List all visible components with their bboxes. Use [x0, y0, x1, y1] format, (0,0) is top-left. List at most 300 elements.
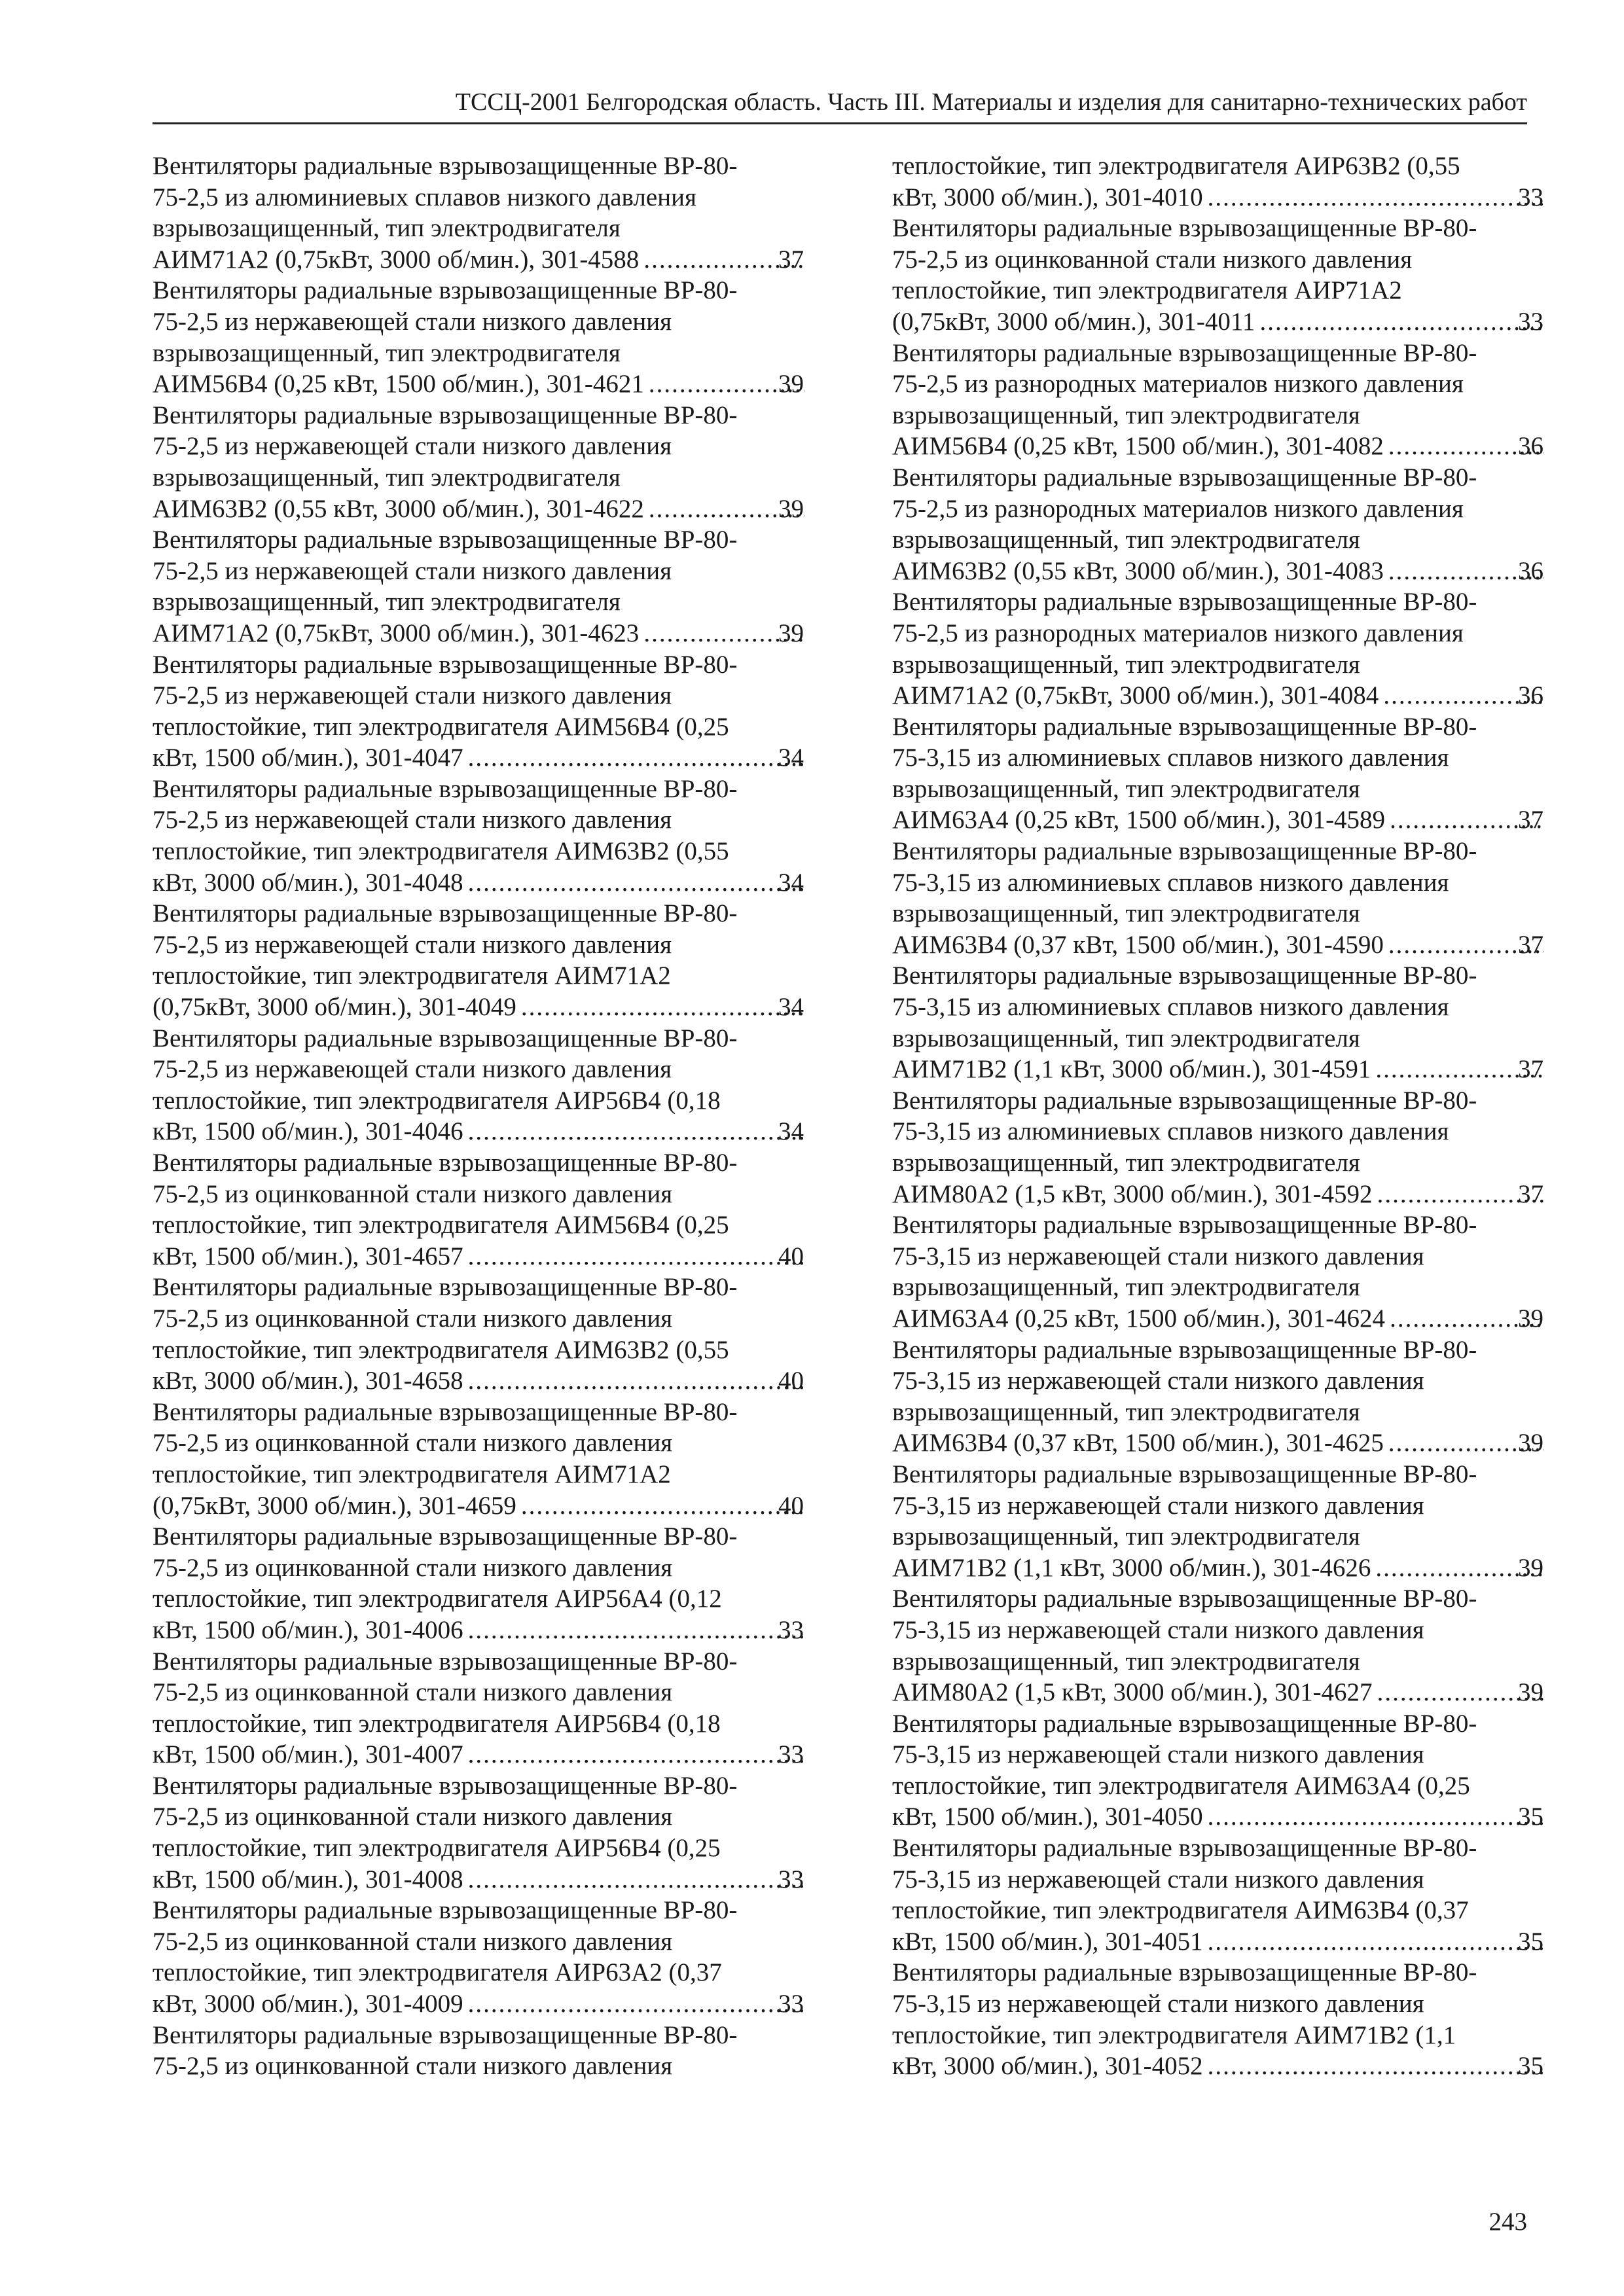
entry-line	[153, 462, 807, 493]
entry-line	[153, 804, 807, 836]
entry-text: кВт, 3000 об/мин.), 301-4010	[892, 183, 1203, 211]
dot-leader	[466, 1116, 804, 1147]
entry-line	[153, 275, 807, 306]
index-entry	[153, 774, 807, 898]
entry-text: АИМ56В4 (0,25 кВт, 1500 об/мин.), 301-4621	[153, 370, 644, 399]
entry-line	[153, 1833, 807, 1864]
entry-line	[892, 1521, 1547, 1552]
entry-text: Вентиляторы радиальные взрывозащищенные ВР-80-	[892, 338, 1477, 367]
entry-text: теплостойкие, тип электродвигателя АИР63В2 (0,55	[892, 152, 1460, 180]
entry-text: взрывозащищенный, тип электродвигателя	[892, 1522, 1360, 1551]
index-entry	[153, 2020, 807, 2082]
entry-text: 75-2,5 из оцинкованной стали низкого давления	[153, 1304, 673, 1333]
entry-last-line: (0,75кВт, 3000 об/мин.), 301-4011 ..... 33	[921, 306, 1547, 338]
entry-line	[892, 960, 1547, 992]
entry-text: теплостойкие, тип электродвигателя АИР56В4 (0,18	[153, 1709, 721, 1738]
dot-leader	[466, 1365, 804, 1397]
entry-line	[153, 1646, 807, 1677]
entry-text: 75-2,5 из алюминиевых сплавов низкого давления	[153, 183, 696, 211]
entry-text: Вентиляторы радиальные взрывозащищенные ВР-80-	[153, 526, 738, 554]
entry-line	[153, 1521, 807, 1552]
entry-text: теплостойкие, тип электродвигателя АИР56А4 (0,12	[153, 1585, 722, 1613]
entry-line	[153, 1957, 807, 1988]
entry-line	[892, 213, 1547, 244]
entry-text: 75-3,15 из нержавеющей стали низкого давления	[892, 1865, 1424, 1893]
index-entry	[892, 151, 1547, 213]
entry-line	[892, 992, 1547, 1023]
entry-text: взрывозащищенный, тип электродвигателя	[892, 1024, 1360, 1052]
entry-text: АИМ80А2 (1,5 кВт, 3000 об/мин.), 301-4627	[892, 1678, 1373, 1707]
entry-text: взрывозащищенный, тип электродвигателя	[892, 774, 1360, 803]
entry-text: кВт, 1500 об/мин.), 301-4050	[892, 1803, 1203, 1831]
entry-text: Вентиляторы радиальные взрывозащищенные ВР-80-	[892, 837, 1477, 866]
entry-line	[153, 1801, 807, 1833]
dot-leader	[466, 867, 804, 899]
entry-text: 75-2,5 из нержавеющей стали низкого давления	[153, 681, 672, 710]
entry-text: Вентиляторы радиальные взрывозащищенные ВР-80-	[153, 774, 738, 803]
entry-last-line: АИМ80А2 (1,5 кВт, 3000 об/мин.), 301-4592 ..... 37	[921, 1179, 1547, 1210]
entry-text: Вентиляторы радиальные взрывозащищенные ВР-80-	[892, 1086, 1477, 1115]
entry-line	[153, 1926, 807, 1958]
entry-text: Вентиляторы радиальные взрывозащищенные ВР-80-	[892, 1958, 1477, 1987]
index-entry	[892, 1210, 1547, 1334]
entry-line	[153, 1708, 807, 1740]
entry-text: взрывозащищенный, тип электродвигателя	[892, 526, 1360, 554]
index-entry	[892, 1833, 1547, 1957]
entry-text: теплостойкие, тип электродвигателя АИР71А2	[892, 276, 1402, 305]
index-entry	[153, 1895, 807, 2019]
entry-text: теплостойкие, тип электродвигателя АИМ71А2	[153, 1460, 671, 1488]
entry-last-line: АИМ71В2 (1,1 кВт, 3000 об/мин.), 301-4626 ..... 39	[921, 1552, 1547, 1584]
entry-text: теплостойкие, тип электродвигателя АИМ71А2	[153, 961, 671, 990]
entry-line	[153, 680, 807, 711]
entry-text: Вентиляторы радиальные взрывозащищенные ВР-80-	[153, 1273, 738, 1302]
entry-text: Вентиляторы радиальные взрывозащищенные ВР-80-	[892, 1335, 1477, 1364]
entry-last-line: АИМ56В4 (0,25 кВт, 1500 об/мин.), 301-4621 ..... 39	[181, 368, 807, 400]
dot-leader	[1206, 1801, 1544, 1833]
entry-text: 75-2,5 из оцинкованной стали низкого давления	[892, 245, 1413, 274]
index-column-left	[153, 151, 807, 2082]
entry-text: Вентиляторы радиальные взрывозащищенные ВР-80-	[153, 899, 738, 928]
entry-line	[892, 1739, 1547, 1770]
entry-text: 75-2,5 из оцинкованной стали низкого давления	[153, 1179, 673, 1208]
entry-last-line: кВт, 1500 об/мин.), 301-4046 ..... 34	[181, 1116, 807, 1147]
entry-line	[153, 2020, 807, 2051]
entry-line	[153, 1895, 807, 1926]
entry-line	[892, 2020, 1547, 2051]
dot-leader	[519, 1490, 804, 1522]
entry-line	[892, 275, 1547, 306]
entry-line	[153, 1335, 807, 1366]
entry-last-line: кВт, 3000 об/мин.), 301-4010 ..... 33	[921, 182, 1547, 213]
index-entry	[892, 960, 1547, 1085]
entry-line	[892, 1770, 1547, 1802]
entry-line	[892, 1210, 1547, 1241]
entry-text: взрывозащищенный, тип электродвигателя	[153, 338, 621, 367]
entry-text: Вентиляторы радиальные взрывозащищенные ВР-80-	[153, 1647, 738, 1676]
entry-line	[892, 1895, 1547, 1926]
entry-last-line: АИМ71А2 (0,75кВт, 3000 об/мин.), 301-4588 ..... 37	[181, 244, 807, 276]
entry-line	[153, 400, 807, 431]
entry-line	[892, 244, 1547, 276]
dot-leader	[1257, 306, 1544, 338]
entry-text: Вентиляторы радиальные взрывозащищенные ВР-80-	[153, 1149, 738, 1177]
entry-text: 75-2,5 из разнородных материалов низкого давления	[892, 494, 1464, 523]
entry-text: Вентиляторы радиальные взрывозащищенные ВР-80-	[153, 401, 738, 429]
index-entry	[892, 1459, 1547, 1583]
entry-line	[153, 1583, 807, 1615]
entry-text: взрывозащищенный, тип электродвигателя	[892, 1149, 1360, 1177]
entry-line	[153, 1147, 807, 1179]
entry-text: теплостойкие, тип электродвигателя АИР56В4 (0,25	[153, 1834, 721, 1863]
entry-text: (0,75кВт, 3000 об/мин.), 301-4011	[892, 307, 1255, 336]
entry-text: 75-3,15 из алюминиевых сплавов низкого давления	[892, 744, 1449, 772]
entry-text: АИМ63А4 (0,25 кВт, 1500 об/мин.), 301-4589	[892, 806, 1386, 834]
entry-text: взрывозащищенный, тип электродвигателя	[892, 1273, 1360, 1302]
entry-line	[153, 1427, 807, 1459]
entry-text: (0,75кВт, 3000 об/мин.), 301-4659	[153, 1491, 516, 1520]
entry-text: кВт, 1500 об/мин.), 301-4047	[153, 744, 463, 772]
entry-line	[153, 306, 807, 338]
entry-text: 75-2,5 из оцинкованной стали низкого давления	[153, 1553, 673, 1582]
entry-text: теплостойкие, тип электродвигателя АИР63А2 (0,37	[153, 1958, 722, 1987]
page-number: 243	[1489, 2208, 1527, 2236]
entry-text: 75-3,15 из нержавеющей стали низкого давления	[892, 1740, 1424, 1769]
entry-text: АИМ71А2 (0,75кВт, 3000 об/мин.), 301-4084	[892, 681, 1379, 710]
entry-text: 75-2,5 из нержавеющей стали низкого давления	[153, 1055, 672, 1084]
entry-text: Вентиляторы радиальные взрывозащищенные ВР-80-	[153, 276, 738, 305]
entry-text: 75-3,15 из нержавеющей стали низкого давления	[892, 1990, 1424, 2018]
entry-line	[892, 1397, 1547, 1428]
entry-text: взрывозащищенный, тип электродвигателя	[892, 899, 1360, 928]
entry-text: теплостойкие, тип электродвигателя АИМ56В4 (0,25	[153, 1211, 729, 1240]
entry-line	[892, 368, 1547, 400]
entry-line	[892, 1023, 1547, 1054]
index-entry	[892, 462, 1547, 586]
entry-last-line: (0,75кВт, 3000 об/мин.), 301-4659 ..... 40	[181, 1490, 807, 1522]
entry-last-line: (0,75кВт, 3000 об/мин.), 301-4049 ..... 34	[181, 992, 807, 1023]
entry-line	[892, 1459, 1547, 1490]
entry-last-line: кВт, 1500 об/мин.), 301-4008 ..... 33	[181, 1864, 807, 1895]
entry-last-line: кВт, 3000 об/мин.), 301-4658 ..... 40	[181, 1365, 807, 1397]
entry-text: взрывозащищенный, тип электродвигателя	[153, 588, 621, 617]
entry-text: 75-2,5 из нержавеющей стали низкого давления	[153, 307, 672, 336]
entry-line	[153, 929, 807, 961]
entry-text: кВт, 1500 об/мин.), 301-4006	[153, 1615, 463, 1644]
entry-line	[153, 213, 807, 244]
entry-last-line: кВт, 1500 об/мин.), 301-4047 ..... 34	[181, 742, 807, 774]
entry-text: Вентиляторы радиальные взрывозащищенные ВР-80-	[892, 712, 1477, 741]
entry-text: 75-2,5 из оцинкованной стали низкого давления	[153, 1429, 673, 1458]
entry-line	[892, 1116, 1547, 1147]
entry-last-line: кВт, 1500 об/мин.), 301-4051 ..... 35	[921, 1926, 1547, 1958]
entry-text: Вентиляторы радиальные взрывозащищенные ВР-80-	[892, 1460, 1477, 1488]
entry-text: Вентиляторы радиальные взрывозащищенные ВР-80-	[153, 1896, 738, 1925]
entry-text: АИМ63В2 (0,55 кВт, 3000 об/мин.), 301-4622	[153, 494, 644, 523]
index-entry	[153, 151, 807, 275]
entry-text: 75-2,5 из нержавеющей стали низкого давления	[153, 556, 672, 585]
entry-text: АИМ63А4 (0,25 кВт, 1500 об/мин.), 301-4624	[892, 1304, 1386, 1333]
entry-text: кВт, 1500 об/мин.), 301-4007	[153, 1740, 463, 1769]
entry-last-line: АИМ63А4 (0,25 кВт, 1500 об/мин.), 301-4624 ..... 39	[921, 1303, 1547, 1335]
entry-line	[153, 1023, 807, 1054]
entry-text: 75-2,5 из нержавеющей стали низкого давления	[153, 930, 672, 959]
entry-text: кВт, 3000 об/мин.), 301-4658	[153, 1367, 463, 1395]
dot-leader	[466, 1864, 804, 1895]
index-entry	[892, 1583, 1547, 1708]
entry-line	[153, 774, 807, 805]
entry-text: АИМ71В2 (1,1 кВт, 3000 об/мин.), 301-4591	[892, 1055, 1371, 1084]
index-entry	[153, 400, 807, 524]
entry-last-line: кВт, 1500 об/мин.), 301-4007 ..... 33	[181, 1739, 807, 1770]
entry-text: 75-2,5 из оцинкованной стали низкого давления	[153, 1678, 673, 1707]
dot-leader	[1206, 2051, 1544, 2082]
entry-text: кВт, 1500 об/мин.), 301-4657	[153, 1242, 463, 1270]
entry-line	[892, 711, 1547, 743]
entry-text: 75-2,5 из нержавеющей стали низкого давления	[153, 806, 672, 834]
entry-text: кВт, 3000 об/мин.), 301-4048	[153, 868, 463, 897]
entry-line	[153, 586, 807, 618]
entry-text: 75-2,5 из оцинкованной стали низкого давления	[153, 1803, 673, 1831]
entry-last-line: АИМ63В4 (0,37 кВт, 1500 об/мин.), 301-4590 ..... 37	[921, 929, 1547, 961]
entry-line	[153, 338, 807, 369]
entry-text: (0,75кВт, 3000 об/мин.), 301-4049	[153, 993, 516, 1022]
entry-text: Вентиляторы радиальные взрывозащищенные ВР-80-	[892, 1585, 1477, 1613]
entry-line	[892, 586, 1547, 618]
entry-text: взрывозащищенный, тип электродвигателя	[153, 463, 621, 492]
entry-text: теплостойкие, тип электродвигателя АИМ71В2 (1,1	[892, 2020, 1456, 2049]
entry-line	[892, 1583, 1547, 1615]
entry-line	[892, 1615, 1547, 1646]
index-entry	[892, 1708, 1547, 1833]
entry-text: теплостойкие, тип электродвигателя АИМ63В2 (0,55	[153, 1335, 729, 1364]
entry-line	[892, 1085, 1547, 1117]
entry-line	[153, 431, 807, 462]
entry-text: Вентиляторы радиальные взрывозащищенные ВР-80-	[153, 650, 738, 679]
entry-last-line: АИМ63В2 (0,55 кВт, 3000 об/мин.), 301-4083 ..... 36	[921, 556, 1547, 587]
entry-text: Вентиляторы радиальные взрывозащищенные ВР-80-	[153, 1397, 738, 1426]
entry-line	[153, 1770, 807, 1802]
entry-line	[892, 1646, 1547, 1677]
entry-line	[892, 1957, 1547, 1988]
index-entry	[892, 836, 1547, 960]
entry-text: 75-3,15 из нержавеющей стали низкого давления	[892, 1491, 1424, 1520]
entry-text: теплостойкие, тип электродвигателя АИМ63А4 (0,25	[892, 1771, 1470, 1800]
entry-text: АИМ63В4 (0,37 кВт, 1500 об/мин.), 301-4590	[892, 930, 1384, 959]
entry-text: взрывозащищенный, тип электродвигателя	[892, 1647, 1360, 1676]
entry-line	[892, 1490, 1547, 1522]
index-entry	[892, 586, 1547, 711]
entry-line	[153, 2051, 807, 2082]
dot-leader	[519, 992, 804, 1023]
entry-last-line: АИМ71А2 (0,75кВт, 3000 об/мин.), 301-4623 ..... 39	[181, 618, 807, 649]
entry-line	[153, 711, 807, 743]
entry-text: Вентиляторы радиальные взрывозащищенные ВР-80-	[153, 152, 738, 180]
entry-text: 75-3,15 из алюминиевых сплавов низкого давления	[892, 868, 1449, 897]
index-entry	[153, 649, 807, 774]
entry-text: взрывозащищенный, тип электродвигателя	[892, 650, 1360, 679]
entry-line	[892, 1833, 1547, 1864]
entry-text: Вентиляторы радиальные взрывозащищенные ВР-80-	[892, 588, 1477, 617]
entry-text: теплостойкие, тип электродвигателя АИР56В4 (0,18	[153, 1086, 721, 1115]
entry-text: 75-3,15 из нержавеющей стали низкого давления	[892, 1367, 1424, 1395]
entry-line	[892, 1272, 1547, 1303]
entry-text: взрывозащищенный, тип электродвигателя	[892, 401, 1360, 429]
entry-line	[892, 1864, 1547, 1895]
dot-leader	[466, 1241, 804, 1272]
index-entry	[892, 1085, 1547, 1210]
entry-text: кВт, 3000 об/мин.), 301-4052	[892, 2052, 1203, 2081]
entry-line	[892, 898, 1547, 929]
entry-text: Вентиляторы радиальные взрывозащищенные ВР-80-	[153, 1024, 738, 1052]
entry-last-line: кВт, 3000 об/мин.), 301-4048 ..... 34	[181, 867, 807, 899]
entry-text: 75-2,5 из нержавеющей стали низкого давления	[153, 432, 672, 461]
entry-line	[892, 462, 1547, 493]
entry-last-line: АИМ71В2 (1,1 кВт, 3000 об/мин.), 301-4591 ..... 37	[921, 1054, 1547, 1085]
entry-text: АИМ63В2 (0,55 кВт, 3000 об/мин.), 301-4083	[892, 556, 1384, 585]
entry-last-line: кВт, 1500 об/мин.), 301-4657 ..... 40	[181, 1241, 807, 1272]
entry-line	[153, 1397, 807, 1428]
entry-text: теплостойкие, тип электродвигателя АИМ56В4 (0,25	[153, 712, 729, 741]
index-entry	[153, 1147, 807, 1272]
entry-text: кВт, 1500 об/мин.), 301-4046	[153, 1117, 463, 1146]
entry-line	[892, 1988, 1547, 2020]
index-entry	[153, 524, 807, 649]
running-header	[153, 84, 1527, 124]
entry-line	[153, 836, 807, 867]
entry-line	[153, 556, 807, 587]
entry-last-line: кВт, 3000 об/мин.), 301-4052 ..... 35	[921, 2051, 1547, 2082]
dot-leader	[466, 1988, 804, 2020]
index-entry	[153, 1770, 807, 1895]
entry-line	[892, 400, 1547, 431]
index-entry	[892, 711, 1547, 836]
entry-line	[892, 618, 1547, 649]
entry-text: теплостойкие, тип электродвигателя АИМ63В4 (0,37	[892, 1896, 1469, 1925]
entry-text: Вентиляторы радиальные взрывозащищенные ВР-80-	[892, 1211, 1477, 1240]
entry-line	[892, 338, 1547, 369]
entry-line	[153, 1272, 807, 1303]
entry-line	[892, 1335, 1547, 1366]
entry-line	[892, 1365, 1547, 1397]
entry-text: взрывозащищенный, тип электродвигателя	[892, 1397, 1360, 1426]
entry-line	[153, 960, 807, 992]
index-entry	[153, 1023, 807, 1147]
entry-text: АИМ71В2 (1,1 кВт, 3000 об/мин.), 301-4626	[892, 1553, 1371, 1582]
index-entry	[892, 338, 1547, 462]
entry-text: взрывозащищенный, тип электродвигателя	[153, 214, 621, 243]
entry-last-line: кВт, 1500 об/мин.), 301-4050 ..... 35	[921, 1801, 1547, 1833]
entry-line	[892, 493, 1547, 525]
entry-text: Вентиляторы радиальные взрывозащищенные ВР-80-	[892, 1834, 1477, 1863]
entry-line	[153, 151, 807, 182]
dot-leader	[466, 742, 804, 774]
entry-line	[892, 524, 1547, 556]
entry-line	[892, 742, 1547, 774]
entry-text: 75-2,5 из разнородных материалов низкого давления	[892, 619, 1464, 647]
index-entry	[153, 1397, 807, 1521]
index-entry	[153, 275, 807, 399]
entry-line	[153, 1459, 807, 1490]
entry-last-line: кВт, 3000 об/мин.), 301-4009 ..... 33	[181, 1988, 807, 2020]
index-entry	[153, 1272, 807, 1396]
entry-line	[892, 649, 1547, 681]
index-entry	[153, 898, 807, 1022]
entry-text: кВт, 1500 об/мин.), 301-4051	[892, 1927, 1203, 1956]
index-entry	[892, 1335, 1547, 1459]
entry-line	[892, 1708, 1547, 1740]
entry-last-line: АИМ63А4 (0,25 кВт, 1500 об/мин.), 301-4589 ..... 37	[921, 804, 1547, 836]
entry-line	[153, 1179, 807, 1210]
entry-text: 75-3,15 из алюминиевых сплавов низкого давления	[892, 1117, 1449, 1146]
entry-text: 75-2,5 из разнородных материалов низкого давления	[892, 370, 1464, 399]
entry-line	[892, 1147, 1547, 1179]
entry-text: 75-3,15 из алюминиевых сплавов низкого давления	[892, 993, 1449, 1022]
entry-text: теплостойкие, тип электродвигателя АИМ63В2 (0,55	[153, 837, 729, 866]
dot-leader	[466, 1615, 804, 1646]
entry-line	[892, 774, 1547, 805]
entry-line	[892, 836, 1547, 867]
entry-text: Вентиляторы радиальные взрывозащищенные ВР-80-	[892, 214, 1477, 243]
index-entry	[892, 213, 1547, 337]
entry-text: кВт, 1500 об/мин.), 301-4008	[153, 1865, 463, 1893]
entry-last-line: АИМ63В4 (0,37 кВт, 1500 об/мин.), 301-4625 ..... 39	[921, 1427, 1547, 1459]
entry-line	[153, 1552, 807, 1584]
entry-line	[153, 898, 807, 929]
entry-line	[153, 1303, 807, 1335]
index-column-right	[892, 151, 1547, 2082]
header-title: ТССЦ-2001 Белгородская область. Часть III. Материалы и изделия для санитарно-технических работ	[455, 88, 1527, 116]
entry-text: Вентиляторы радиальные взрывозащищенные ВР-80-	[153, 1522, 738, 1551]
index-entry	[892, 1957, 1547, 2081]
entry-last-line: кВт, 1500 об/мин.), 301-4006 ..... 33	[181, 1615, 807, 1646]
index-entry	[153, 1646, 807, 1770]
entry-text: 75-2,5 из оцинкованной стали низкого давления	[153, 2052, 673, 2081]
entry-line	[892, 867, 1547, 899]
entry-line	[153, 1210, 807, 1241]
entry-text: 75-2,5 из оцинкованной стали низкого давления	[153, 1927, 673, 1956]
entry-text: Вентиляторы радиальные взрывозащищенные ВР-80-	[153, 2020, 738, 2049]
entry-line	[153, 524, 807, 556]
index-entry	[153, 1521, 807, 1645]
entry-text: АИМ80А2 (1,5 кВт, 3000 об/мин.), 301-4592	[892, 1179, 1373, 1208]
entry-line	[892, 151, 1547, 182]
entry-line	[892, 1241, 1547, 1272]
entry-last-line: АИМ63В2 (0,55 кВт, 3000 об/мин.), 301-4622 ..... 39	[181, 493, 807, 525]
entry-text: 75-3,15 из нержавеющей стали низкого давления	[892, 1242, 1424, 1270]
entry-text: Вентиляторы радиальные взрывозащищенные ВР-80-	[153, 1771, 738, 1800]
entry-text: 75-3,15 из нержавеющей стали низкого давления	[892, 1615, 1424, 1644]
entry-text: АИМ63В4 (0,37 кВт, 1500 об/мин.), 301-4625	[892, 1429, 1384, 1458]
entry-text: Вентиляторы радиальные взрывозащищенные ВР-80-	[892, 1709, 1477, 1738]
entry-text: Вентиляторы радиальные взрывозащищенные ВР-80-	[892, 961, 1477, 990]
entry-last-line: АИМ56В4 (0,25 кВт, 1500 об/мин.), 301-4082 ..... 36	[921, 431, 1547, 462]
entry-line	[153, 1677, 807, 1708]
entry-text: Вентиляторы радиальные взрывозащищенные ВР-80-	[892, 463, 1477, 492]
entry-last-line: АИМ71А2 (0,75кВт, 3000 об/мин.), 301-4084 ..... 36	[921, 680, 1547, 711]
entry-line	[153, 1054, 807, 1085]
dot-leader	[1206, 182, 1544, 213]
entry-line	[153, 649, 807, 681]
entry-text: АИМ56В4 (0,25 кВт, 1500 об/мин.), 301-4082	[892, 432, 1384, 461]
dot-leader	[466, 1739, 804, 1770]
entry-text: кВт, 3000 об/мин.), 301-4009	[153, 1990, 463, 2018]
entry-text: АИМ71А2 (0,75кВт, 3000 об/мин.), 301-4588	[153, 245, 640, 274]
entry-last-line: АИМ80А2 (1,5 кВт, 3000 об/мин.), 301-4627 ..... 39	[921, 1677, 1547, 1708]
entry-line	[153, 182, 807, 213]
entry-text: АИМ71А2 (0,75кВт, 3000 об/мин.), 301-4623	[153, 619, 640, 647]
dot-leader	[1206, 1926, 1544, 1958]
